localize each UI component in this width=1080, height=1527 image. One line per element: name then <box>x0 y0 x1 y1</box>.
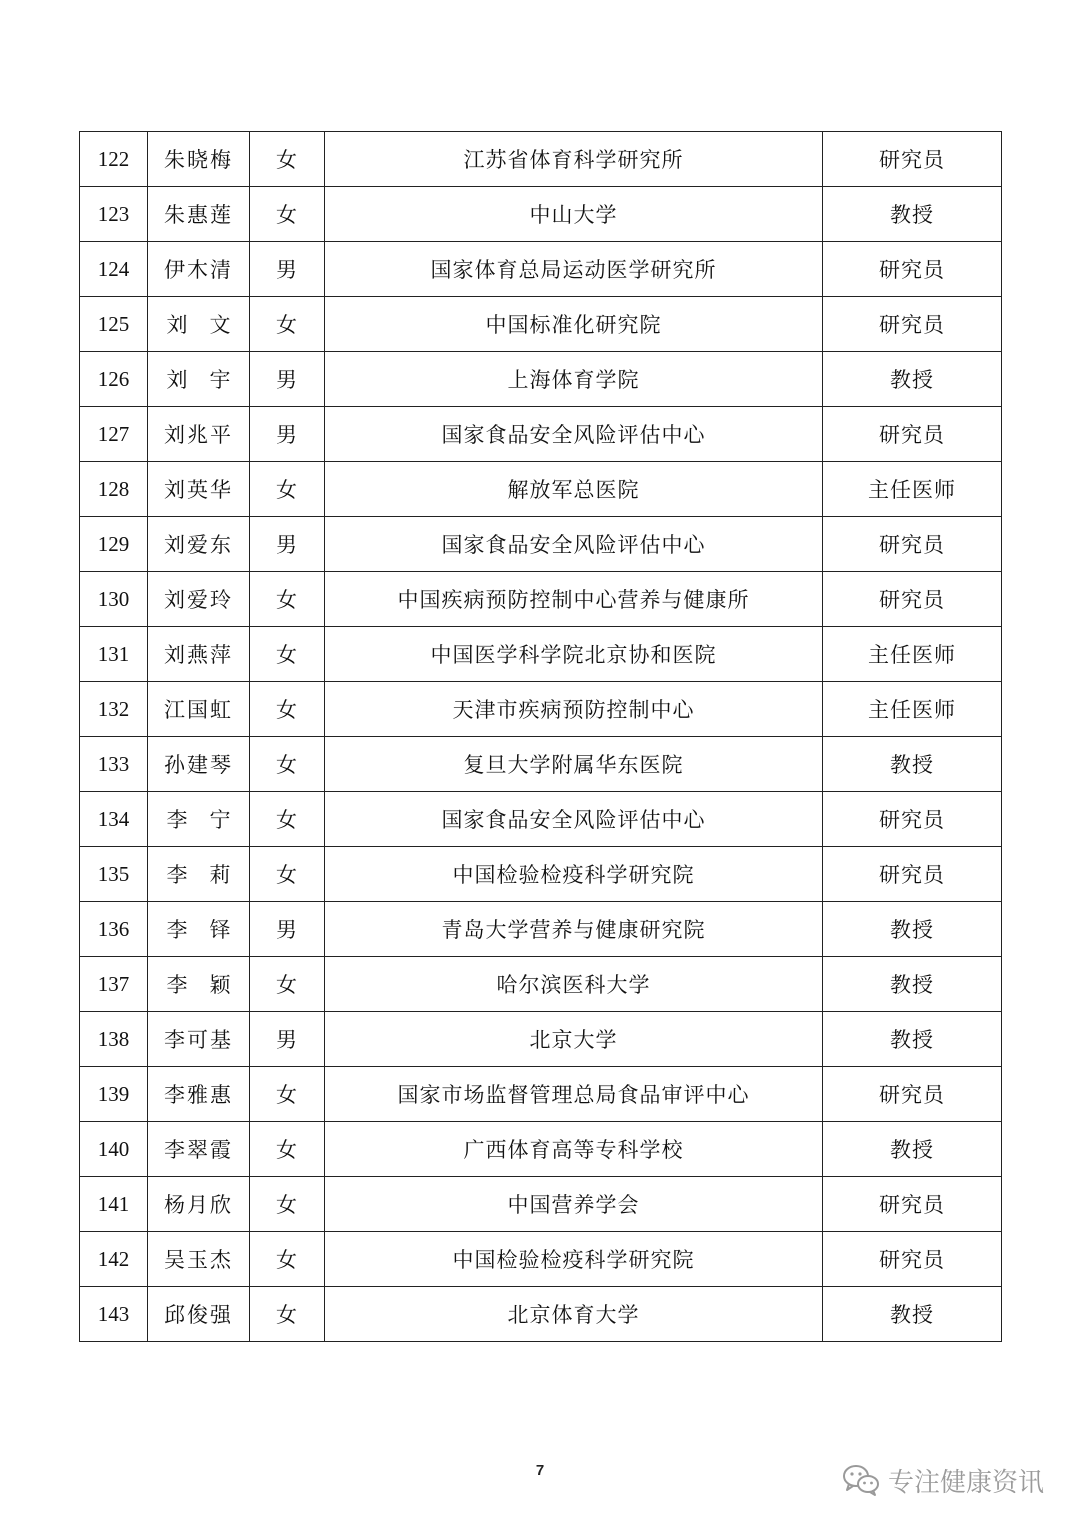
cell-number: 130 <box>80 572 148 627</box>
name-text: 李 宁 <box>166 808 231 832</box>
cell-number: 140 <box>80 1122 148 1177</box>
table-row <box>80 462 1002 517</box>
cell-title: 研究员 <box>823 132 1002 187</box>
name-text: 刘 宇 <box>166 368 231 392</box>
table-row <box>80 1287 1002 1342</box>
cell-organization: 国家市场监督管理总局食品审评中心 <box>325 1067 823 1122</box>
table-body <box>80 132 1002 1342</box>
cell-gender: 男 <box>250 407 325 462</box>
cell-number: 124 <box>80 242 148 297</box>
watermark <box>842 1458 1044 1502</box>
cell-title: 研究员 <box>823 1067 1002 1122</box>
cell-name: 刘爱东 <box>148 517 250 572</box>
cell-name <box>148 847 250 902</box>
cell-title: 教授 <box>823 1122 1002 1177</box>
cell-gender: 女 <box>250 682 325 737</box>
name-text: 刘 文 <box>166 313 231 337</box>
cell-title: 主任医师 <box>823 462 1002 517</box>
expert-roster-table <box>79 131 1002 1342</box>
cell-title: 教授 <box>823 737 1002 792</box>
cell-number: 133 <box>80 737 148 792</box>
cell-number: 122 <box>80 132 148 187</box>
page-number: 7 <box>535 1462 545 1479</box>
cell-title: 研究员 <box>823 1232 1002 1287</box>
cell-organization: 中国医学科学院北京协和医院 <box>325 627 823 682</box>
cell-organization: 国家食品安全风险评估中心 <box>325 517 823 572</box>
cell-organization: 国家食品安全风险评估中心 <box>325 792 823 847</box>
table-row <box>80 132 1002 187</box>
cell-organization: 上海体育学院 <box>325 352 823 407</box>
cell-title: 研究员 <box>823 792 1002 847</box>
cell-name <box>148 792 250 847</box>
cell-name: 李雅惠 <box>148 1067 250 1122</box>
cell-organization: 北京大学 <box>325 1012 823 1067</box>
cell-gender: 女 <box>250 1232 325 1287</box>
table-row <box>80 572 1002 627</box>
cell-gender: 女 <box>250 187 325 242</box>
cell-organization: 哈尔滨医科大学 <box>325 957 823 1012</box>
cell-organization: 中国标准化研究院 <box>325 297 823 352</box>
cell-number: 141 <box>80 1177 148 1232</box>
cell-number: 123 <box>80 187 148 242</box>
cell-title: 研究员 <box>823 242 1002 297</box>
table-row <box>80 627 1002 682</box>
table-row <box>80 187 1002 242</box>
cell-name <box>148 902 250 957</box>
cell-title: 教授 <box>823 1012 1002 1067</box>
cell-number: 134 <box>80 792 148 847</box>
cell-title: 研究员 <box>823 847 1002 902</box>
cell-title: 教授 <box>823 352 1002 407</box>
cell-title: 教授 <box>823 1287 1002 1342</box>
table-row <box>80 517 1002 572</box>
cell-gender: 女 <box>250 132 325 187</box>
watermark-text: 专注健康资讯 <box>887 1467 1044 1498</box>
cell-organization: 广西体育高等专科学校 <box>325 1122 823 1177</box>
cell-number: 138 <box>80 1012 148 1067</box>
cell-name: 李翠霞 <box>148 1122 250 1177</box>
cell-organization: 中国检验检疫科学研究院 <box>325 847 823 902</box>
cell-name: 刘爱玲 <box>148 572 250 627</box>
table-row <box>80 1232 1002 1287</box>
cell-gender: 女 <box>250 847 325 902</box>
cell-gender: 男 <box>250 1012 325 1067</box>
cell-title: 主任医师 <box>823 627 1002 682</box>
cell-organization: 中国疾病预防控制中心营养与健康所 <box>325 572 823 627</box>
cell-number: 132 <box>80 682 148 737</box>
cell-gender: 女 <box>250 1067 325 1122</box>
cell-gender: 女 <box>250 1177 325 1232</box>
cell-name: 朱晓梅 <box>148 132 250 187</box>
cell-gender: 女 <box>250 1122 325 1177</box>
table-row <box>80 407 1002 462</box>
cell-title: 研究员 <box>823 517 1002 572</box>
cell-number: 135 <box>80 847 148 902</box>
cell-gender: 女 <box>250 627 325 682</box>
cell-title: 教授 <box>823 957 1002 1012</box>
cell-organization: 中山大学 <box>325 187 823 242</box>
table-row <box>80 1012 1002 1067</box>
cell-organization: 中国检验检疫科学研究院 <box>325 1232 823 1287</box>
cell-title: 研究员 <box>823 1177 1002 1232</box>
name-text: 李 莉 <box>166 863 231 887</box>
cell-organization: 国家体育总局运动医学研究所 <box>325 242 823 297</box>
cell-name: 江国虹 <box>148 682 250 737</box>
cell-number: 126 <box>80 352 148 407</box>
table-row <box>80 737 1002 792</box>
cell-number: 129 <box>80 517 148 572</box>
cell-name: 杨月欣 <box>148 1177 250 1232</box>
cell-name: 邱俊强 <box>148 1287 250 1342</box>
cell-name: 刘英华 <box>148 462 250 517</box>
cell-number: 136 <box>80 902 148 957</box>
cell-gender: 女 <box>250 737 325 792</box>
cell-name: 孙建琴 <box>148 737 250 792</box>
cell-gender: 女 <box>250 957 325 1012</box>
table-row <box>80 1122 1002 1177</box>
table-row <box>80 957 1002 1012</box>
cell-name <box>148 297 250 352</box>
cell-number: 128 <box>80 462 148 517</box>
table-row <box>80 1067 1002 1122</box>
name-text: 李 颖 <box>166 973 231 997</box>
cell-name: 刘燕萍 <box>148 627 250 682</box>
table-row <box>80 1177 1002 1232</box>
cell-name: 吴玉杰 <box>148 1232 250 1287</box>
cell-number: 131 <box>80 627 148 682</box>
table-row <box>80 682 1002 737</box>
cell-organization: 复旦大学附属华东医院 <box>325 737 823 792</box>
cell-organization: 中国营养学会 <box>325 1177 823 1232</box>
table-row <box>80 297 1002 352</box>
wechat-icon <box>842 1463 880 1497</box>
cell-organization: 解放军总医院 <box>325 462 823 517</box>
cell-number: 139 <box>80 1067 148 1122</box>
cell-title: 研究员 <box>823 407 1002 462</box>
table-row <box>80 792 1002 847</box>
cell-organization: 北京体育大学 <box>325 1287 823 1342</box>
cell-organization: 江苏省体育科学研究所 <box>325 132 823 187</box>
cell-gender: 女 <box>250 572 325 627</box>
cell-number: 143 <box>80 1287 148 1342</box>
cell-name: 刘兆平 <box>148 407 250 462</box>
cell-number: 125 <box>80 297 148 352</box>
table-row <box>80 352 1002 407</box>
cell-title: 教授 <box>823 187 1002 242</box>
cell-number: 137 <box>80 957 148 1012</box>
name-text: 李 铎 <box>166 918 231 942</box>
cell-gender: 女 <box>250 1287 325 1342</box>
cell-name <box>148 957 250 1012</box>
cell-organization: 天津市疾病预防控制中心 <box>325 682 823 737</box>
cell-name: 李可基 <box>148 1012 250 1067</box>
cell-gender: 男 <box>250 352 325 407</box>
cell-gender: 男 <box>250 242 325 297</box>
cell-number: 142 <box>80 1232 148 1287</box>
cell-name <box>148 352 250 407</box>
cell-name: 伊木清 <box>148 242 250 297</box>
cell-number: 127 <box>80 407 148 462</box>
cell-title: 研究员 <box>823 297 1002 352</box>
cell-title: 研究员 <box>823 572 1002 627</box>
cell-gender: 女 <box>250 297 325 352</box>
cell-name: 朱惠莲 <box>148 187 250 242</box>
cell-gender: 女 <box>250 462 325 517</box>
table-row <box>80 902 1002 957</box>
cell-organization: 青岛大学营养与健康研究院 <box>325 902 823 957</box>
table-row <box>80 242 1002 297</box>
cell-title: 教授 <box>823 902 1002 957</box>
cell-gender: 女 <box>250 792 325 847</box>
cell-gender: 男 <box>250 902 325 957</box>
cell-gender: 男 <box>250 517 325 572</box>
table-row <box>80 847 1002 902</box>
cell-organization: 国家食品安全风险评估中心 <box>325 407 823 462</box>
cell-title: 主任医师 <box>823 682 1002 737</box>
